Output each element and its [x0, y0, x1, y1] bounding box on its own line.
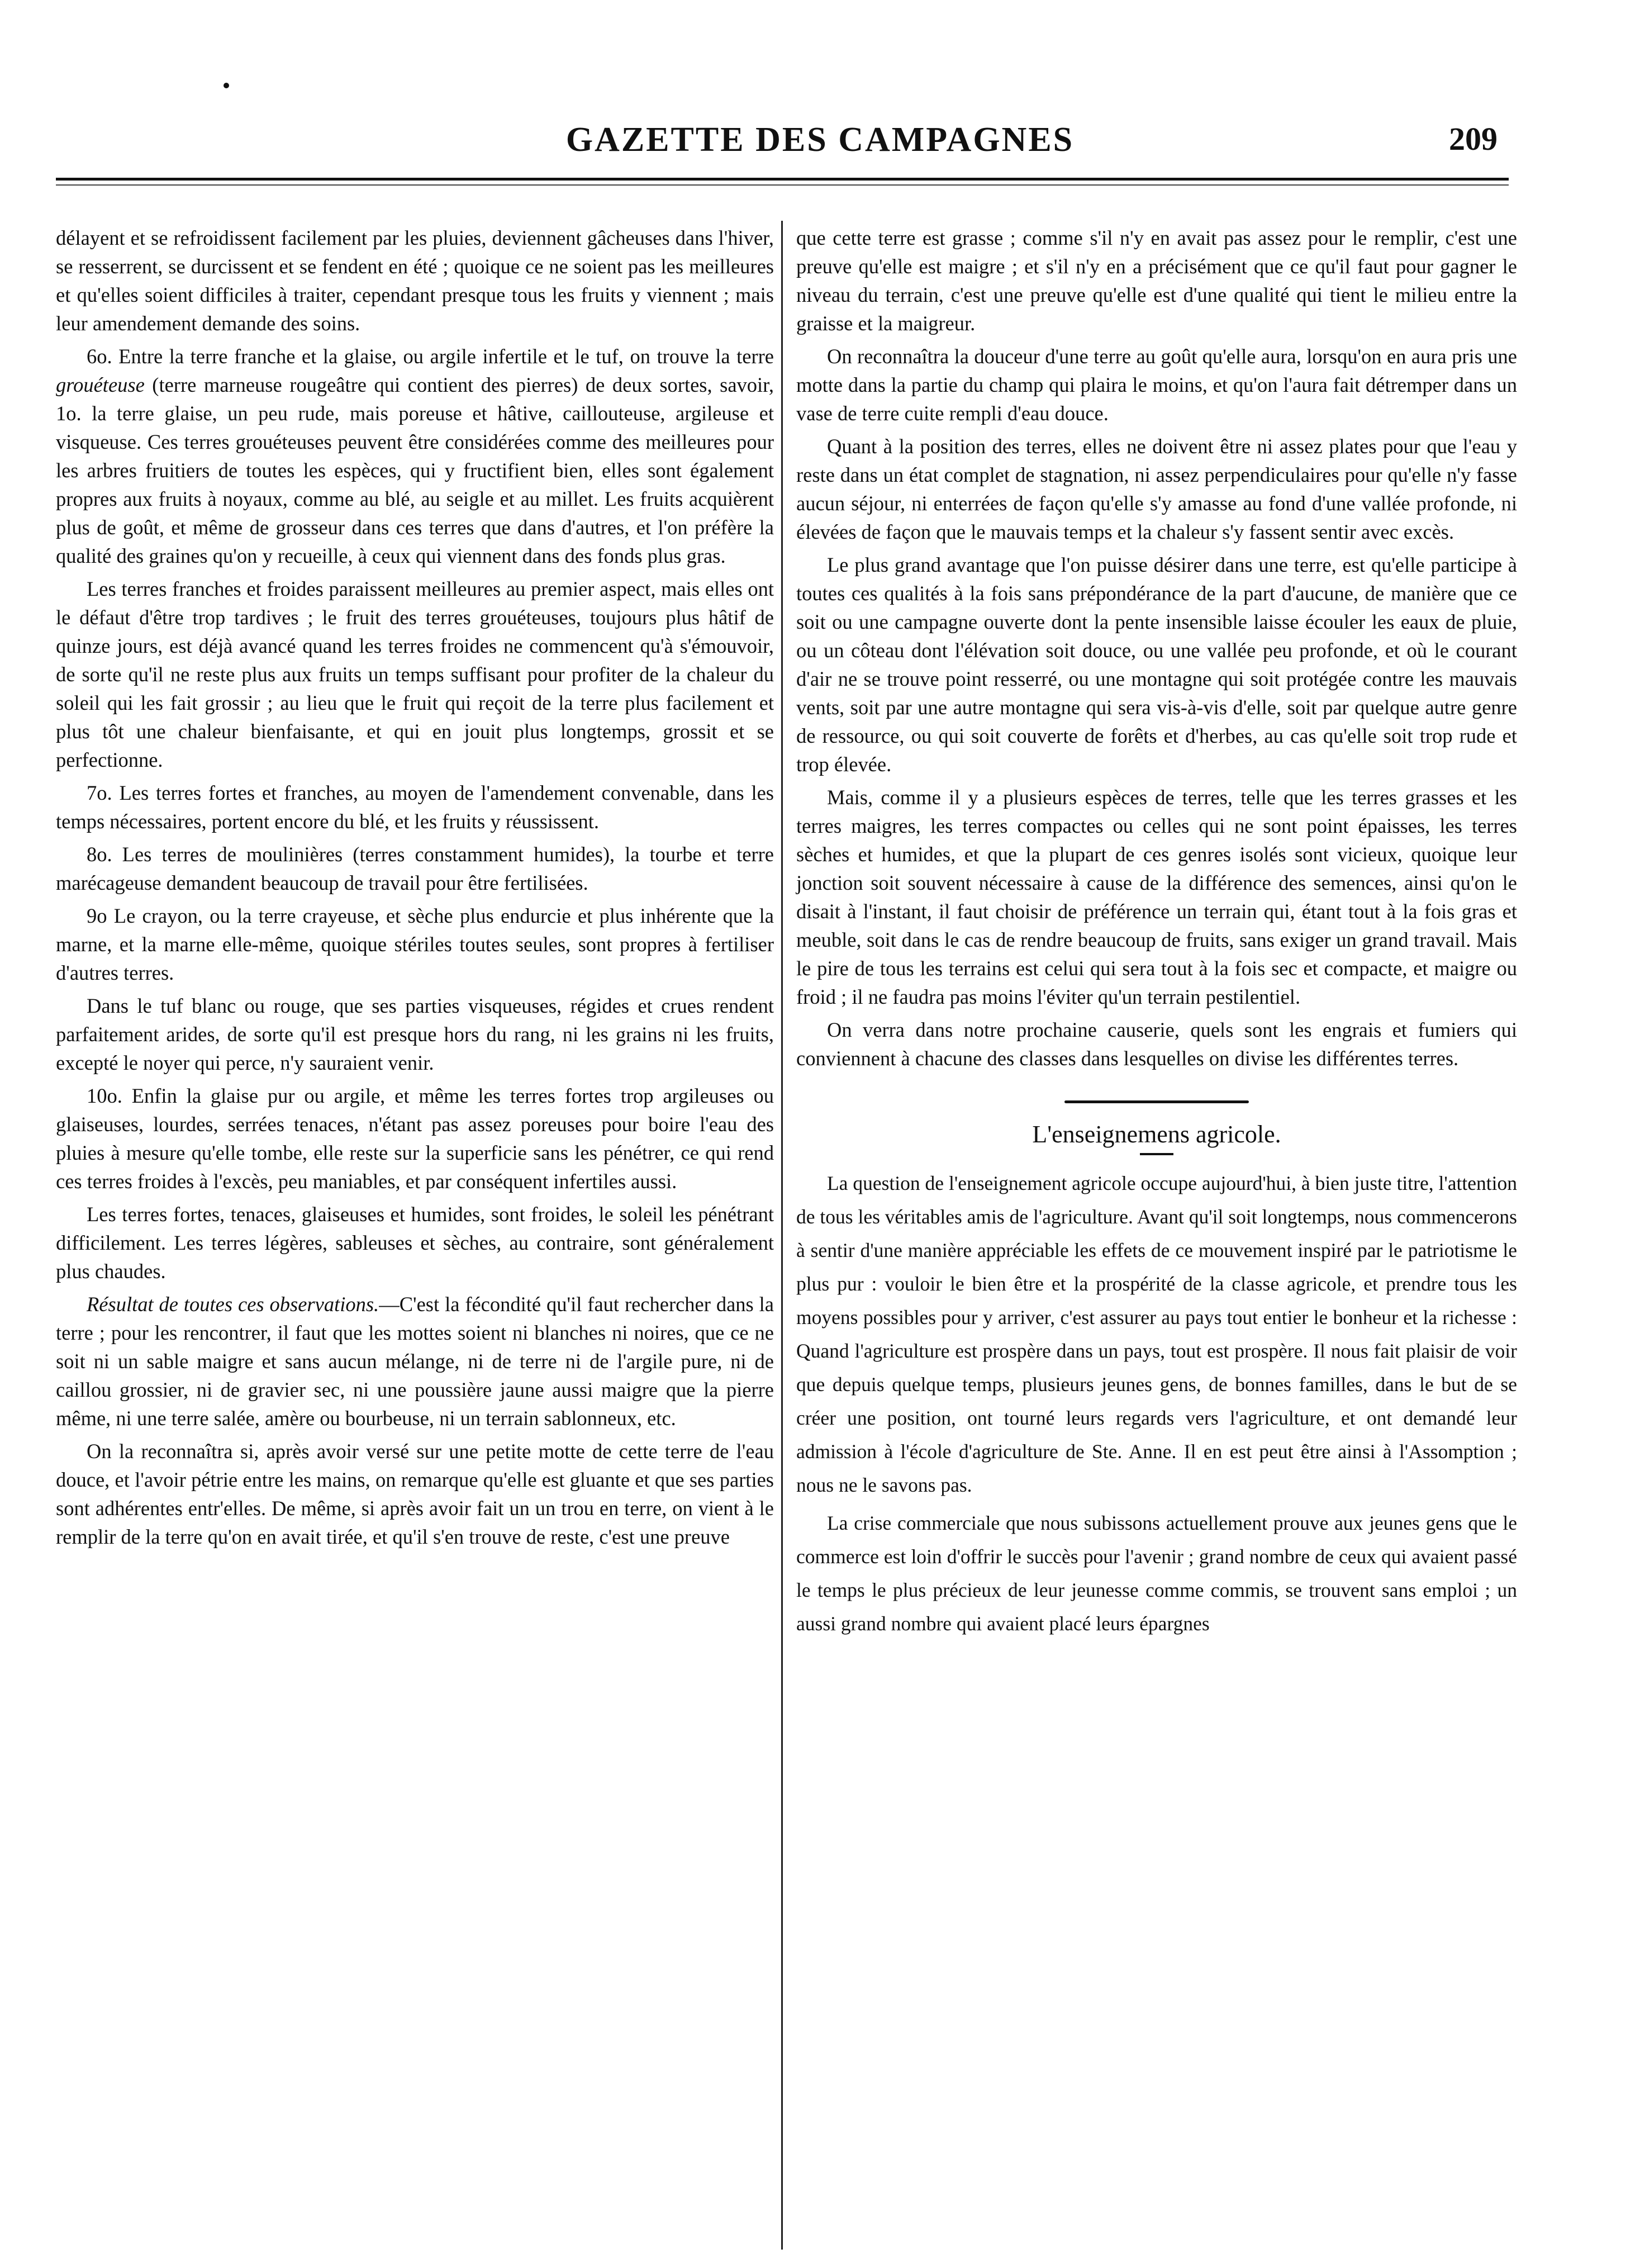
result-heading: Résultat de toutes ces observations. — [87, 1293, 379, 1316]
paragraph: On verra dans notre prochaine causerie, quels sont les engrais et fumiers qui conviennent à chacune des classes dans lesquelles on divise les différentes terres. — [796, 1018, 1517, 1070]
header-rule — [56, 178, 1509, 181]
left-column — [56, 224, 774, 1555]
result-paragraph — [56, 1290, 774, 1432]
header-rule-thin — [56, 184, 1509, 186]
paragraph: 6o. Entre la terre franche et la glaise, ou argile infertile et le tuf, on trouve la terre grouéteuse (terre marneuse rougeâtre qui contient des pierres) de deux sortes, savoir, 1o. la terre glaise, un peu rude, mais poreuse et hâtive, caillouteuse, argileuse et visqueuse. Ces terres grouéteuses peuvent être considérées comme des meilleures pour les arbres fruitiers de toutes les espèces, qui y fructifient bien, elles sont également propres aux fruits à noyaux, comme au blé, au seigle et au millet. Les fruits acquièrent plus de goût, et même de grosseur dans ces terres que dans d'autres, et l'on préfère la qualité des graines qu'on y recueille, à ceux qui viennent dans des fonds plus gras. — [56, 345, 774, 567]
paragraph: délayent et se refroidissent facilement par les pluies, deviennent gâcheuses dans l'hiver, se resserrent, se durcissent et se fendent en été ; quoique ce ne soient pas les meilleures et qu'elles soient difficiles à traiter, cependant presque tous les fruits y viennent ; mais leur amendement demande des soins. — [56, 226, 774, 335]
paragraph: On reconnaîtra la douceur d'une terre au goût qu'elle aura, lorsqu'on en aura pris une motte dans la partie du champ qui plaira le moins, et qu'on l'aura fait détremper dans un vase de terre cuite rempli d'eau douce. — [796, 345, 1517, 425]
right-column — [796, 224, 1517, 1645]
title-rule — [1140, 1153, 1173, 1155]
paragraph: que cette terre est grasse ; comme s'il n'y en avait pas assez pour le remplir, c'est une preuve qu'elle est maigre ; et s'il n'y en a précisément que ce qu'il faut pour gagner le niveau du terrain, c'est une preuve qu'elle est d'une qualité qui tient le milieu entre la graisse et la maigreur. — [796, 226, 1517, 335]
paragraph: Les terres franches et froides paraissent meilleures au premier aspect, mais elles ont le défaut d'être trop tardives ; le fruit des terres grouéteuses, toujours plus hâtif de quinze jours, est déjà avancé quand les terres froides ne commencent qu'à s'émouvoir, de sorte qu'il ne reste plus aux fruits un temps suffisant pour profiter de la chaleur du soleil qui les fait grossir ; au lieu que le fruit qui reçoit de la terre plus facilement et plus tôt une chaleur bienfaisante, et qui en jouit plus longtemps, grossit et se perfectionne. — [56, 577, 774, 771]
paragraph: On la reconnaîtra si, après avoir versé sur une petite motte de cette terre de l'eau douce, et l'avoir pétrie entre les mains, on remarque qu'elle est gluante et que ses parties sont adhérentes entr'elles. De même, si après avoir fait un un trou en terre, on vient à le remplir de la terre qu'on en avait tirée, et qu'il s'en trouve de reste, c'est une preuve — [56, 1440, 774, 1548]
paragraph: Dans le tuf blanc ou rouge, que ses parties visqueuses, régides et crues rendent parfaitement arides, de sorte qu'il est presque hors du rang, ni les grains ni les fruits, excepté le noyer qui perce, n'y sauraient venir. — [56, 994, 774, 1074]
result-text: —C'est la fécondité qu'il faut rechercher dans la terre ; pour les rencontrer, il faut que les mottes soient ni blanches ni noires, que ce ne soit ni un sable maigre et sans aucun mélange, ni de terre ni de l'argile pure, ni de caillou grossier, ni de gravier sec, ni une poussière jaune aussi maigre que la pierre même, ni une terre salée, amère ou bourbeuse, ni un terrain sablonneux, etc. — [56, 1293, 774, 1430]
paragraph: Mais, comme il y a plusieurs espèces de terres, telle que les terres grasses et les terres maigres, les terres compactes ou celles qui ne sont point épaisses, les terres sèches et humides, et que la plupart de ces genres isolés sont vicieux, quoique leur jonction soit souvent nécessaire à cause de la différence des semences, ainsi qu'on le disait à l'instant, il faut choisir de préférence un terrain qui, étant tout à la fois gras et meuble, soit dans le cas de rendre beaucoup de fruits, sans exiger un grand travail. Mais le pire de tous les terrains est celui qui sera tout à la fois sec et compacte, et maigre ou froid ; il ne faudra pas moins l'éviter qu'un terrain pestilentiel. — [796, 786, 1517, 1008]
paragraph: Le plus grand avantage que l'on puisse désirer dans une terre, est qu'elle participe à toutes ces qualités à la fois sans prépondérance de la part d'aucune, de manière que ce soit ou une campagne ouverte dont la pente insensible laisse écouler les eaux de pluie, ou un côteau dont l'élévation soit douce, ou une vallée peu profonde, et où le courant d'air ne se trouve point resserré, ou une montagne qui soit protégée contre les mauvais vents, soit par une autre montagne qui sera vis-à-vis d'elle, soit par quelque autre genre de ressource, ou qui soit couverte de forêts et d'herbes, au cas qu'elle soit trop rude et trop élevée. — [796, 553, 1517, 776]
masthead — [0, 120, 1640, 170]
publication-title: GAZETTE DES CAMPAGNES — [565, 121, 1075, 159]
section-title: L'enseignemens agricole. — [1032, 1121, 1281, 1148]
paragraph: Les terres fortes, tenaces, glaiseuses et humides, sont froides, le soleil les pénétrant difficilement. Les terres légères, sableuses et sèches, au contraire, sont généralement plus chaudes. — [56, 1203, 774, 1283]
section-separator — [1064, 1100, 1249, 1103]
paragraph: 9o Le crayon, ou la terre crayeuse, et sèche plus endurcie et plus inhérente que la marne, et la marne elle-même, quoique stériles toutes seules, sont propres à fertiliser d'autres terres. — [56, 904, 774, 984]
paragraph: La question de l'enseignement agricole occupe aujourd'hui, à bien juste titre, l'attention de tous les véritables amis de l'agriculture. Avant qu'il soit longtemps, nous commencerons à sentir d'une manière appréciable les effets de ce mouvement inspiré par le patriotisme le plus pur : vouloir le bien être et la prospérité de la classe agricole, et prendre tous les moyens possibles pour y arriver, c'est assurer au pays tout entier le bonheur et la richesse : Quand l'agriculture est prospère dans un pays, tout est prospère. Il nous fait plaisir de voir que depuis quelque temps, plusieurs jeunes gens, de bonnes familles, dans le but de se créer une position, ont tourné leurs regards vers l'agriculture, et ont demandé leur admission à l'école d'agriculture de Ste. Anne. Il en est peut être ainsi à l'Assomption ; nous ne le savons pas. — [796, 1172, 1517, 1496]
page-number: 209 — [1449, 121, 1498, 157]
paragraph: 7o. Les terres fortes et franches, au moyen de l'amendement convenable, dans les temps nécessaires, portent encore du blé, et les fruits y réussissent. — [56, 781, 774, 833]
column-divider — [781, 221, 783, 2250]
italic-term: grouéteuse — [56, 373, 145, 396]
ink-dot — [224, 83, 229, 88]
paragraph: La crise commerciale que nous subissons actuellement prouve aux jeunes gens que le commerce est loin d'offrir le succès pour l'avenir ; grand nombre de ceux qui avaient passé le temps le plus précieux de leur jeunesse comme commis, se trouvent sans emploi ; un aussi grand nombre qui avaient placé leurs épargnes — [796, 1512, 1517, 1635]
paragraph: 8o. Les terres de moulinières (terres constamment humides), la tourbe et terre marécageuse demandent beaucoup de travail pour être fertilisées. — [56, 843, 774, 894]
paragraph: Quant à la position des terres, elles ne doivent être ni assez plates pour que l'eau y reste dans un état complet de stagnation, ni assez perpendiculaires pour qu'elle n'y fasse aucun séjour, ni enterrées de façon qu'elle s'y amasse au fond d'une vallée profonde, ni élevées de façon que le mauvais temps et la chaleur s'y fassent sentir avec excès. — [796, 435, 1517, 543]
paragraph: 10o. Enfin la glaise pur ou argile, et même les terres fortes trop argileuses ou glaiseuses, lourdes, serrées tenaces, n'étant pas assez poreuses pour boire l'eau des pluies à mesure qu'elle tombe, elle reste sur la superficie sans les pénétrer, ce qui rend ces terres froides à l'excès, peu maniables, et par conséquent infertiles aussi. — [56, 1084, 774, 1193]
